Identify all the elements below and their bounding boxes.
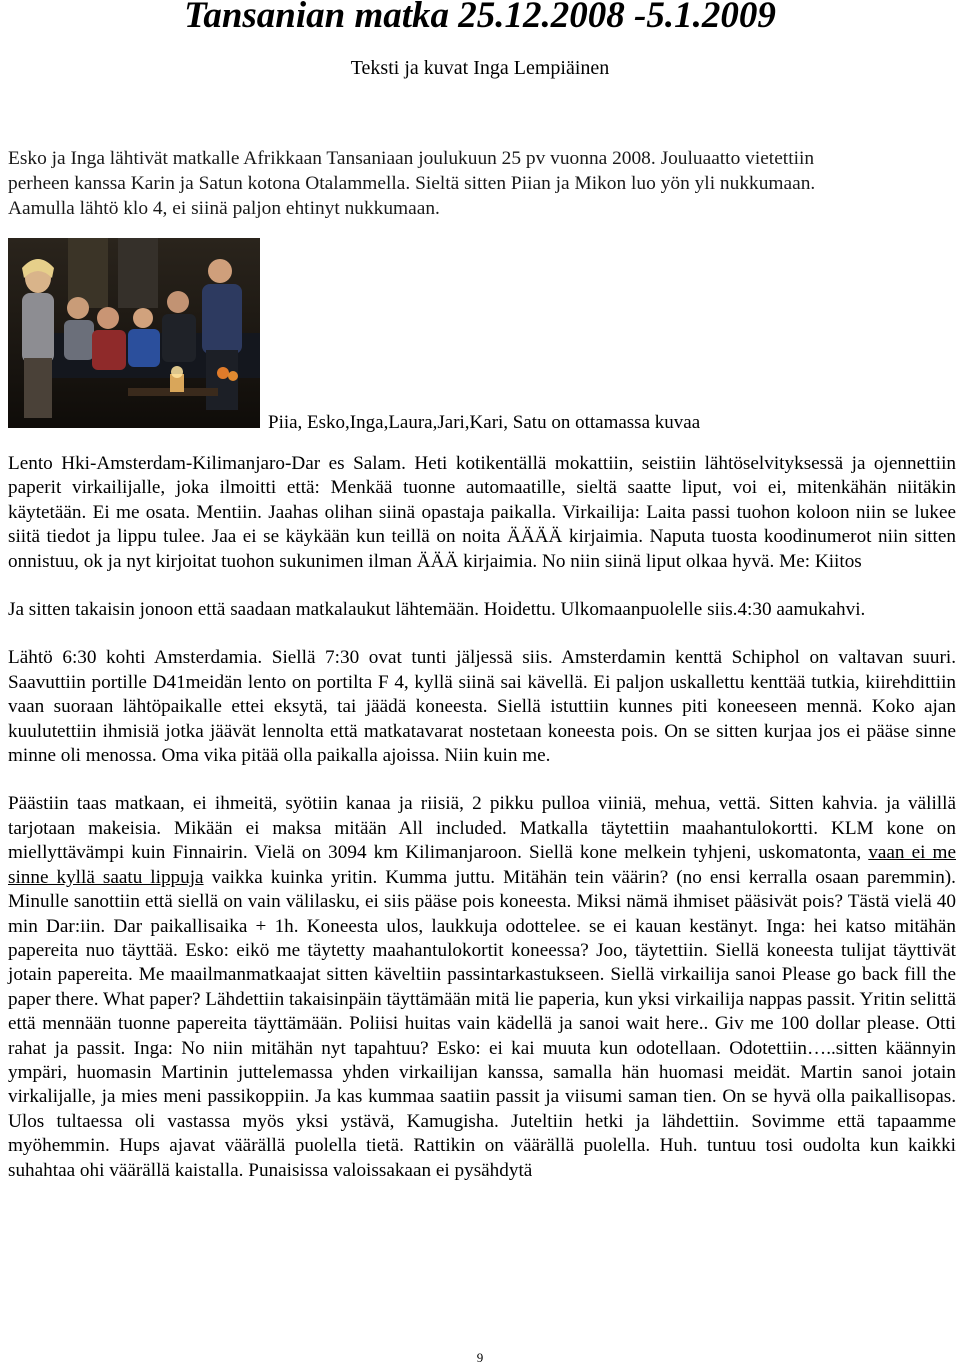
intro-paragraph (8, 147, 956, 221)
paragraph-text: Päästiin taas matkaan, ei ihmeitä, syötiin kanaa ja riisiä, 2 pikku pulloa viiniä, mehua, vettä. Sitten kahvia. ja välillä tarjotaan makeisia. Mikään ei maksa mitään All included. Matkalla täytettiin maahantulokortti. KLM kone on miellyttävämpi kuin Finnairin. Vielä on 3094 km Kilimanjaroon. Siellä kone melkein tyhjeni, uskomatonta, (8, 793, 956, 864)
article-body (8, 452, 956, 1183)
page-title: Tansanian matka 25.12.2008 -5.1.2009 (184, 0, 776, 36)
paragraph: Lento Hki-Amsterdam-Kilimanjaro-Dar es Salam. Heti kotikentällä mokattiin, seistiin lähtöselvityksessä ja ojennettiin paperit virkailijalle, joka ilmoitti että: Menkää tuonne automaatille, sieltä saatte liput, voi ei, mitenkähän niitäkin käytetään. Ei me osata. Mentiin. Jaahas olihan siinä opastaja paikalla. Virkailija: Laita passi tuohon koloon niin se lukee siitä tiedot ja lippu tulee. Jaa ei se käykään kun teillä on noita ÄÄÄÄ kirjaimia. Naputa tuosta koodinumerot niin sitten onnistuu, ok ja nyt kirjoitat tuohon sukunimen ilman ÄÄÄ kirjaimia. No niin siinä liput olkaa hyvä. Me: Kiitos (8, 453, 956, 572)
paragraph: Lähtö 6:30 kohti Amsterdamia. Siellä 7:30 ovat tunti jäljessä siis. Amsterdamin kenttä Schiphol on valtavan suuri. Saavuttiin portille D41meidän lento on portilta F 4, kyllä siinä sai kävellä. Ei paljon uskallettu kenttää tutkia, kiirehdittiin vaan suoraan lähtöpaikalle ettei eksytä, tai jäädä koneesta. Siellä istuttiin kunnes piti koneeseen mennä. Koko ajan kuulutettiin ihmisiä jotka jäävät lennolta että matkatavarat nostetaan koneesta pois. On se sitten kurjaa jos ei pääse sinne minne oli menossa. Oma vika pitää olla paikalla ajoissa. Niin kuin me. (8, 647, 956, 767)
intro-line: Esko ja Inga lähtivät matkalle Afrikkaan Tansaniaan joulukuun 25 pv vuonna 2008. Jouluaatto vietettiin (8, 148, 815, 169)
family-photo-image (8, 238, 260, 428)
author-line: Teksti ja kuvat Inga Lempiäinen (350, 57, 610, 79)
page-number: 9 (476, 1350, 484, 1365)
intro-line: Aamulla lähtö klo 4, ei siinä paljon ehtinyt nukkumaan. (8, 197, 440, 219)
photo-caption: Piia, Esko,Inga,Laura,Jari,Kari, Satu on ottamassa kuvaa (268, 412, 701, 433)
paragraph (8, 792, 956, 1183)
family-photo (8, 238, 260, 428)
paragraph: Ja sitten takaisin jonoon että saadaan matkalaukut lähtemään. Hoidettu. Ulkomaanpuolelle siis.4:30 aamukahvi. (8, 599, 866, 621)
underlined-text: vaan ei me sinne kyllä saatu lippuja (8, 842, 957, 888)
intro-line: perheen kanssa Karin ja Satun kotona Otalammella. Sieltä sitten Piian ja Mikon luo yön yli nukkumaan. (8, 172, 816, 194)
paragraph-text: vaikka kuinka yritin. Kumma juttu. Mitähän tein väärin? (no ensi kerralla osaan paremmin). Minulle sanottiin että siellä on vain välilasku, ei siis pääse pois koneesta. Miksi nämä ihmiset pääsivät pois? Tästä vielä 40 min Dar:iin. Dar paikallisaika + 1h. Koneesta ulos, laukkuja odottelee. se ei kauan kestänyt. Inga: hei katso mitähän papereita nuo täyttää. Esko: eikö me täytetty maahantulokortit koneessa? Joo, täytettiin. Siellä koneesta tulijat täyttivät jotain papereita. Me maailmanmatkaajat sitten käveltiin passintarkastukseen. Siellä virkailija sanoi Please go back fill the paper there. What paper? Lähdettiin takaisinpäin täyttämään mitä lie paperia, kun yksi virkailija nappas passit. Yritin selittä että mennään tuonne papereita täyttämään. Poliisi huitas vain kädellä ja sanoi wait here.. Giv me 100 dollar please. Otti rahat ja passit. Inga: No niin mitähän nyt tapahtuu? Esko: ei kai muuta kun odotellaan. Odotettiin…..sitten käännyin ympäri, huomasin Martinin juttelemassa yhden virkailijan kanssa, samalla hän huomasi meidät. Martin sanoi jotain virkalijalle, ja mies meni passikoppiin. Ja kas kummaa saatiin passit ja viisumi saman tien. On se hyvä olla paikallisopas. Ulos tultaessa oli vastassa myös yksi ystävä, Kamugisha. Juteltiin hetki ja lähdettiin. Sovimme että tapaamme myöhemmin. Hups ajavat väärällä puolella tietä. Rattikin on väärällä puolella. Huh. tuntuu tosi oudolta kun kaikki suhahtaa ohi väärällä kaistalla. Punaisissa valoissakaan ei pysähdytä (8, 866, 956, 1181)
